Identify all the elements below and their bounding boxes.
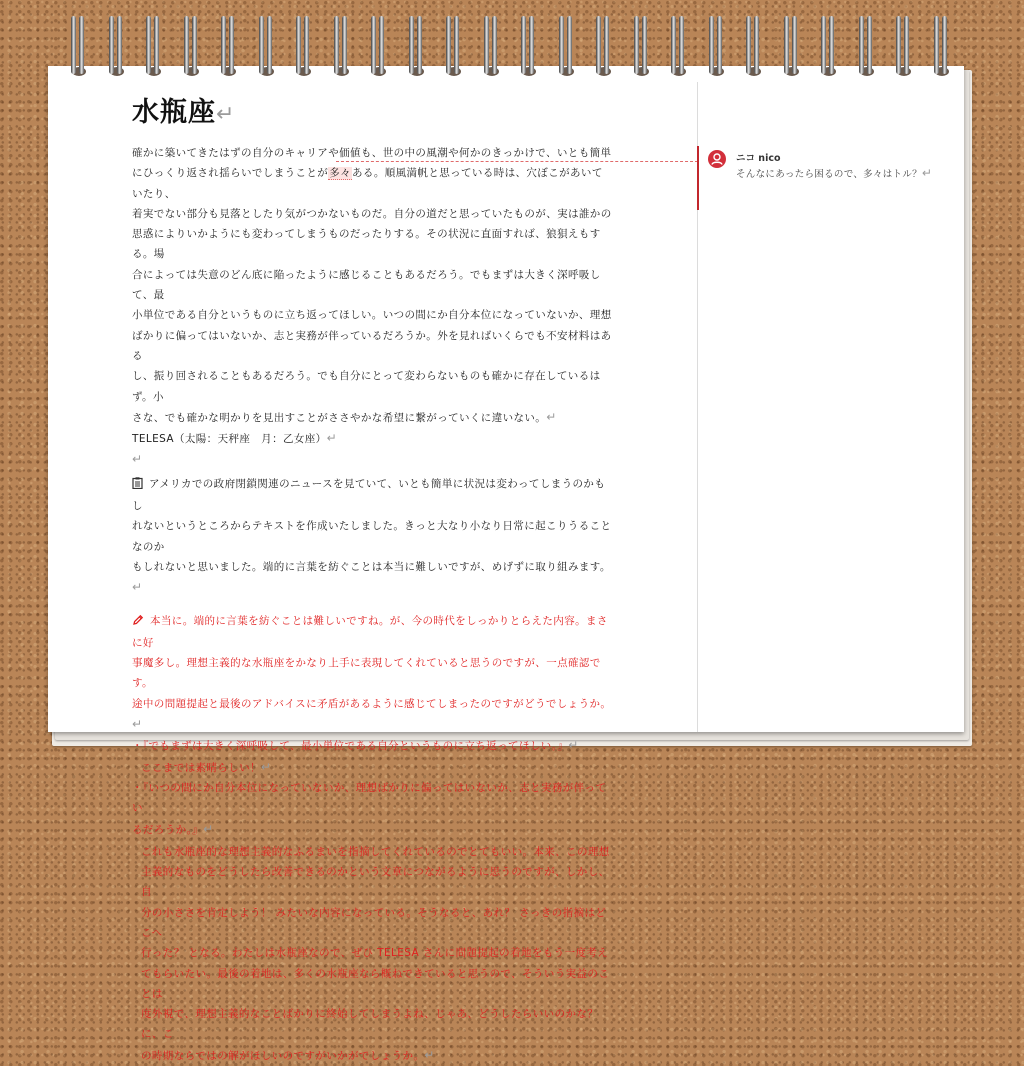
paragraph-mark: ↵ bbox=[326, 431, 338, 446]
closing-line-7: の時期ならではの解がほしいのですがいかがでしょうか。 bbox=[141, 1049, 425, 1062]
paragraph-mark: ↵ bbox=[568, 738, 579, 753]
binding-ring bbox=[591, 16, 617, 78]
paragraph-mark: ↵ bbox=[546, 409, 557, 424]
binding-ring bbox=[104, 16, 130, 78]
binding-ring bbox=[404, 16, 430, 78]
empty-paragraph-mark: ↵ bbox=[132, 452, 143, 467]
comment-accent-bar bbox=[697, 146, 699, 210]
binding-ring bbox=[141, 16, 167, 78]
comment-text-body: そんなにあったら困るので、多々はトル？ bbox=[736, 169, 922, 180]
binding-ring bbox=[629, 16, 655, 78]
closing-line-3: 分の小ささを肯定しよう！ みたいな内容になっている。そうなると、あれ？ さっきの指摘はどこへ bbox=[141, 906, 607, 939]
binding-ring bbox=[929, 16, 955, 78]
binding-ring bbox=[216, 16, 242, 78]
quote-1: ・『でもまずは大きく深呼吸して、最小単位である自分というものに立ち返ってほしい。』 bbox=[132, 740, 569, 753]
paragraph-mark: ↵ bbox=[216, 102, 236, 127]
document-title-row bbox=[132, 90, 612, 129]
body-line-8: し、振り回されることもあるだろう。でも自分にとって変わらないものも確かに存在しているはず。小 bbox=[132, 370, 601, 403]
editor-feedback-paragraph[interactable] bbox=[132, 611, 612, 840]
note-line-1: アメリカでの政府閉鎖関連のニュースを見ていて、いとも簡単に状況は変わってしまうのかもし bbox=[132, 477, 606, 513]
binding-ring bbox=[704, 16, 730, 78]
comment-anchor-line bbox=[336, 161, 698, 163]
body-line-6: 小単位である自分というものに立ち返ってほしい。いつの間にか自分本位になっていないか、理想 bbox=[132, 309, 612, 322]
commented-text-highlight[interactable]: 多々 bbox=[329, 167, 352, 180]
user-avatar-icon bbox=[708, 150, 726, 168]
binding-ring bbox=[516, 16, 542, 78]
paragraph-mark: ↵ bbox=[260, 759, 272, 774]
binding-ring bbox=[891, 16, 917, 78]
binding-ring bbox=[479, 16, 505, 78]
note-line-3: もしれないと思いました。端的に言葉を紡ぐことは本当に難しいですが、めげずに取り組みます。 bbox=[132, 560, 611, 573]
document-body[interactable] bbox=[132, 90, 612, 1066]
binding-ring bbox=[441, 16, 467, 78]
closing-line-1: これも水瓶座的な理想主義的なふるまいを指摘してくれているのでとてもいい。本来、この理想 bbox=[141, 845, 610, 858]
binding-ring bbox=[329, 16, 355, 78]
binding-ring bbox=[254, 16, 280, 78]
closing-feedback-paragraph[interactable] bbox=[132, 842, 612, 1066]
body-line-3: 着実でない部分も見落としたり気がつかないものだ。自分の道だと思っていたものが、実は誰かの bbox=[132, 207, 612, 220]
writer-note-paragraph[interactable] bbox=[132, 474, 612, 599]
body-line-1: 確かに築いてきたはずの自分のキャリアや価値も、世の中の風潮や何かのきっかけで、いとも簡単 bbox=[132, 147, 612, 159]
horoscope-paragraph[interactable] bbox=[132, 143, 612, 471]
paragraph-mark: ↵ bbox=[424, 1047, 435, 1062]
binding-ring bbox=[366, 16, 392, 78]
quote-1-comment: ここまでは素晴らしい！ bbox=[141, 761, 261, 774]
spiral-binding bbox=[48, 12, 964, 82]
binding-ring bbox=[779, 16, 805, 78]
paragraph-mark: ↵ bbox=[921, 166, 933, 180]
closing-line-5: てもらいたい。最後の着地は、多くの水瓶座なら概ねできていると思うので、そういう実益のことは bbox=[141, 967, 610, 1000]
body-line-5: 合によっては失意のどん底に陥ったように感じることもあるだろう。でもまずは大きく深呼吸して、最 bbox=[132, 268, 601, 302]
body-line-4: 思惑によりいかようにも変わってしまうものだったりする。その状況に直面すれば、狼狽えもする。場 bbox=[132, 228, 601, 261]
binding-ring bbox=[291, 16, 317, 78]
binding-ring bbox=[816, 16, 842, 78]
binding-ring bbox=[854, 16, 880, 78]
body-line-2-after: ある。順風満帆と思っている時は、穴ぼこがあいていたり、 bbox=[132, 167, 603, 200]
quote-2-line-1: ・『いつの間にか自分本位になっていないか、理想ばかりに偏ってはいないか、志と実務が伴ってい bbox=[132, 781, 607, 815]
pencil-icon bbox=[132, 613, 144, 633]
quote-2-line-2: るだろうか。』 bbox=[132, 823, 204, 836]
paragraph-mark: ↵ bbox=[132, 580, 143, 595]
closing-line-6: 度外視で、理想主義的なことばかりに終始してしまうよね、じゃあ、どうしたらいいのかな？ に、こ bbox=[141, 1008, 599, 1041]
closing-line-4: 行った？ となる。わたしは水瓶座なので、ぜひ TELESA さんに問題提起の着地をもう一度考え bbox=[141, 947, 609, 960]
feedback-line-2: 事魔多し。理想主義的な水瓶座をかなり上手に表現してくれていると思うのですが、一点確認です。 bbox=[132, 657, 601, 690]
comment-author: ニコ nico bbox=[736, 153, 781, 164]
feedback-line-1: 本当に。端的に言葉を紡ぐことは難しいですね。が、今の時代をしっかりとらえた内容。まさに好 bbox=[132, 614, 608, 649]
paragraph-mark: ↵ bbox=[203, 821, 214, 836]
signature-line: TELESA（太陽：天秤座 月：乙女座） bbox=[132, 433, 327, 446]
comment-text bbox=[736, 166, 932, 180]
body-line-2-before: にひっくり返され揺らいでしまうことが bbox=[132, 167, 329, 180]
body-line-9: さな、でも確かな明かりを見出すことがささやかな希望に繋がっていくに違いない。 bbox=[132, 411, 547, 424]
closing-line-2: 主義的なものをどうしたら改善できるのかという文章につながるように思うのですが、しかし、自 bbox=[141, 866, 610, 899]
note-line-2: れないというところからテキストを作成いたしました。きっと大なり小なり日常に起こりうることなのか bbox=[132, 520, 612, 553]
binding-ring bbox=[179, 16, 205, 78]
body-line-7: ばかりに偏ってはいないか、志と実務が伴っているだろうか。外を見ればいくらでも不安材料はある bbox=[132, 329, 612, 362]
binding-ring bbox=[666, 16, 692, 78]
document-title: 水瓶座 bbox=[132, 97, 216, 128]
paragraph-mark: ↵ bbox=[132, 717, 143, 732]
binding-ring bbox=[741, 16, 767, 78]
binding-ring bbox=[66, 16, 92, 78]
binding-ring bbox=[554, 16, 580, 78]
notepad-icon bbox=[132, 476, 143, 496]
feedback-line-3: 途中の問題提起と最後のアドバイスに矛盾があるように感じてしまったのですがどうでしょうか。 bbox=[132, 697, 612, 710]
